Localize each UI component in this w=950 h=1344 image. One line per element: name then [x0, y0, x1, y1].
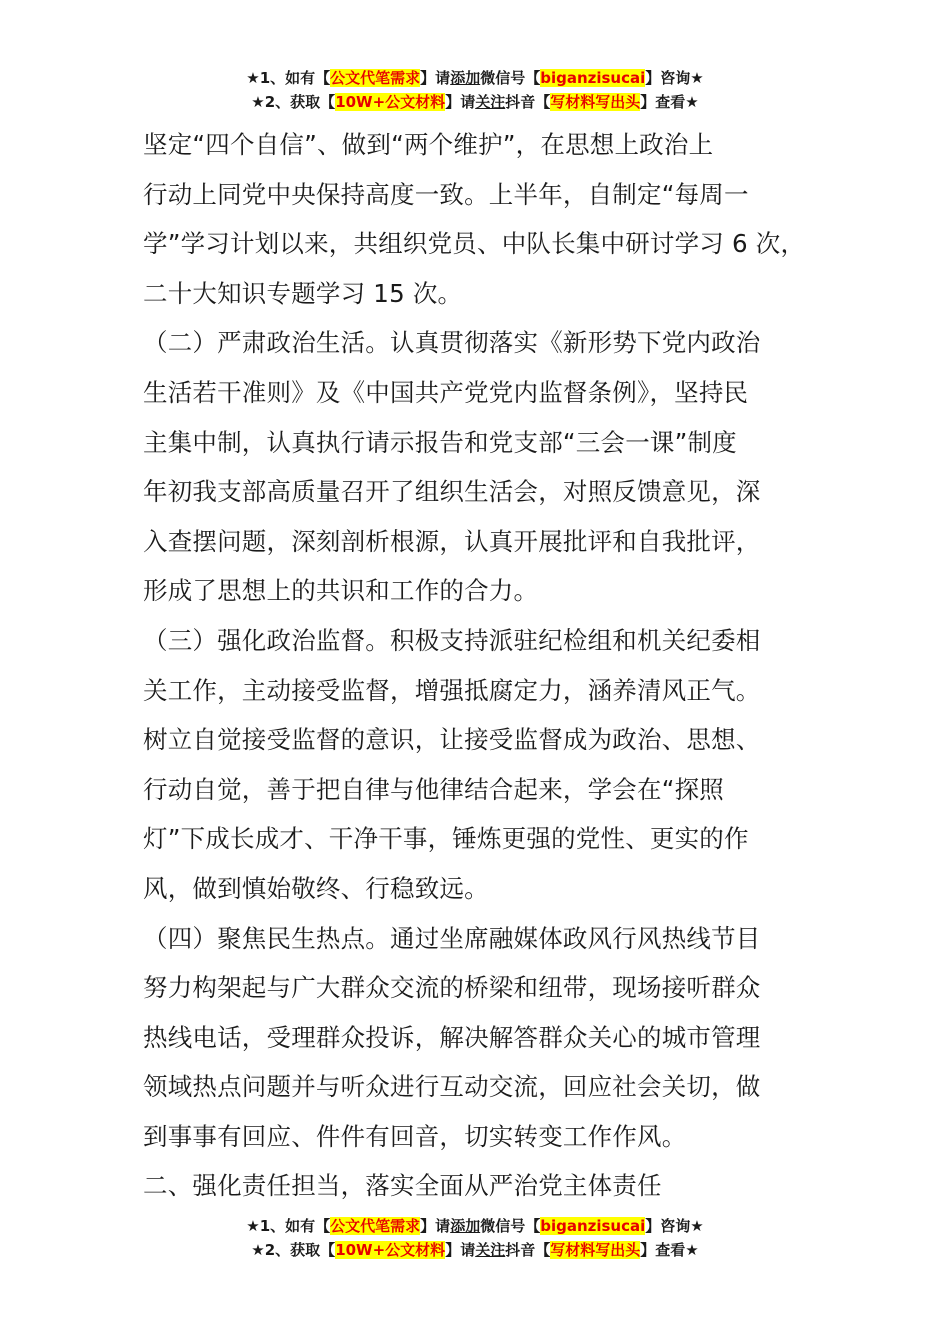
text-line: 形成了思想上的共识和工作的合力。 [143, 576, 539, 606]
banner-text: 】咨询★ [645, 69, 704, 87]
banner-line-2 [0, 1238, 950, 1262]
banner-text: 】查看★ [640, 1241, 699, 1259]
text-line: 领域热点问题并与听众进行互动交流，回应社会关切，做 [143, 1072, 761, 1102]
text-line: 关工作，主动接受监督，增强抵腐定力，涵养清风正气。 [143, 675, 761, 705]
banner-text: 抖音【 [505, 93, 551, 111]
banner-highlight: biganzisucai [540, 69, 646, 87]
text-line: （二）严肃政治生活。认真贯彻落实《新形势下党内政治 [143, 328, 761, 358]
banner-text: 】请 [445, 93, 476, 111]
banner-highlight: 10W+公文材料 [335, 1241, 446, 1259]
section-heading [143, 1161, 843, 1211]
paragraph [143, 914, 843, 1162]
paragraph [143, 616, 843, 914]
banner-text: 】咨询★ [645, 1217, 704, 1235]
banner-text: 抖音【 [505, 1241, 551, 1259]
banner-text: 微信号【 [480, 1217, 541, 1235]
text-line: 到事事有回应、件件有回音，切实转变工作作风。 [143, 1121, 687, 1151]
banner-line-2 [0, 90, 950, 114]
text-line: 树立自觉接受监督的意识，让接受监督成为政治、思想、 [143, 725, 761, 755]
banner-text: ★1、如有【 [246, 69, 331, 87]
text-line: 入查摆问题，深刻剖析根源，认真开展批评和自我批评， [143, 526, 761, 556]
text-line: 主集中制，认真执行请示报告和党支部“三会一课”制度 [143, 427, 737, 457]
paragraph [143, 318, 843, 616]
banner-text: ★2、获取【 [251, 93, 336, 111]
text-line: 行动上同党中央保持高度一致。上半年，自制定“每周一 [143, 179, 749, 209]
banner-text: 微信号【 [480, 69, 541, 87]
text-line: （三）强化政治监督。积极支持派驻纪检组和机关纪委相 [143, 625, 761, 655]
text-line: 二、强化责任担当，落实全面从严治党主体责任 [143, 1171, 662, 1201]
text-line: 生活若干准则》及《中国共产党党内监督条例》，坚持民 [143, 377, 749, 407]
banner-underlined: 关注 [475, 93, 506, 111]
text-line: 行动自觉，善于把自律与他律结合起来，学会在“探照 [143, 774, 724, 804]
banner-highlight: biganzisucai [540, 1217, 646, 1235]
text-line: （四）聚焦民生热点。通过坐席融媒体政风行风热线节目 [143, 923, 761, 953]
banner-text: ★1、如有【 [246, 1217, 331, 1235]
text-line: 学”学习计划以来，共组织党员、中队长集中研讨学习 6 次， [143, 229, 806, 259]
banner-text: 】查看★ [640, 93, 699, 111]
banner-line-1 [0, 66, 950, 90]
banner-text: 】请 [420, 1217, 451, 1235]
banner-underlined: 添加 [450, 1217, 481, 1235]
text-line: 风，做到慎始敬终、行稳致远。 [143, 873, 489, 903]
banner-text: 】请 [445, 1241, 476, 1259]
banner-highlight: 写材料写出头 [550, 1241, 641, 1259]
text-line: 灯”下成长成才、干净干事，锤炼更强的党性、更实的作 [143, 824, 749, 854]
banner-highlight: 公文代笔需求 [330, 1217, 421, 1235]
banner-underlined: 关注 [475, 1241, 506, 1259]
document-body [143, 120, 843, 1211]
text-line: 二十大知识专题学习 15 次。 [143, 278, 463, 308]
text-line: 坚定“四个自信”、做到“两个维护”，在思想上政治上 [143, 130, 714, 159]
paragraph [143, 120, 843, 318]
banner-line-1 [0, 1214, 950, 1238]
banner-text: ★2、获取【 [251, 1241, 336, 1259]
text-line: 年初我支部高质量召开了组织生活会，对照反馈意见，深 [143, 477, 761, 507]
banner-underlined: 添加 [450, 69, 481, 87]
banner-highlight: 公文代笔需求 [330, 69, 421, 87]
text-line: 热线电话，受理群众投诉，解决解答群众关心的城市管理 [143, 1022, 761, 1052]
text-line: 努力构架起与广大群众交流的桥梁和纽带，现场接听群众 [143, 973, 761, 1003]
banner-highlight: 10W+公文材料 [335, 93, 446, 111]
header-banner [0, 66, 950, 114]
banner-text: 】请 [420, 69, 451, 87]
footer-banner [0, 1214, 950, 1262]
banner-highlight: 写材料写出头 [550, 93, 641, 111]
